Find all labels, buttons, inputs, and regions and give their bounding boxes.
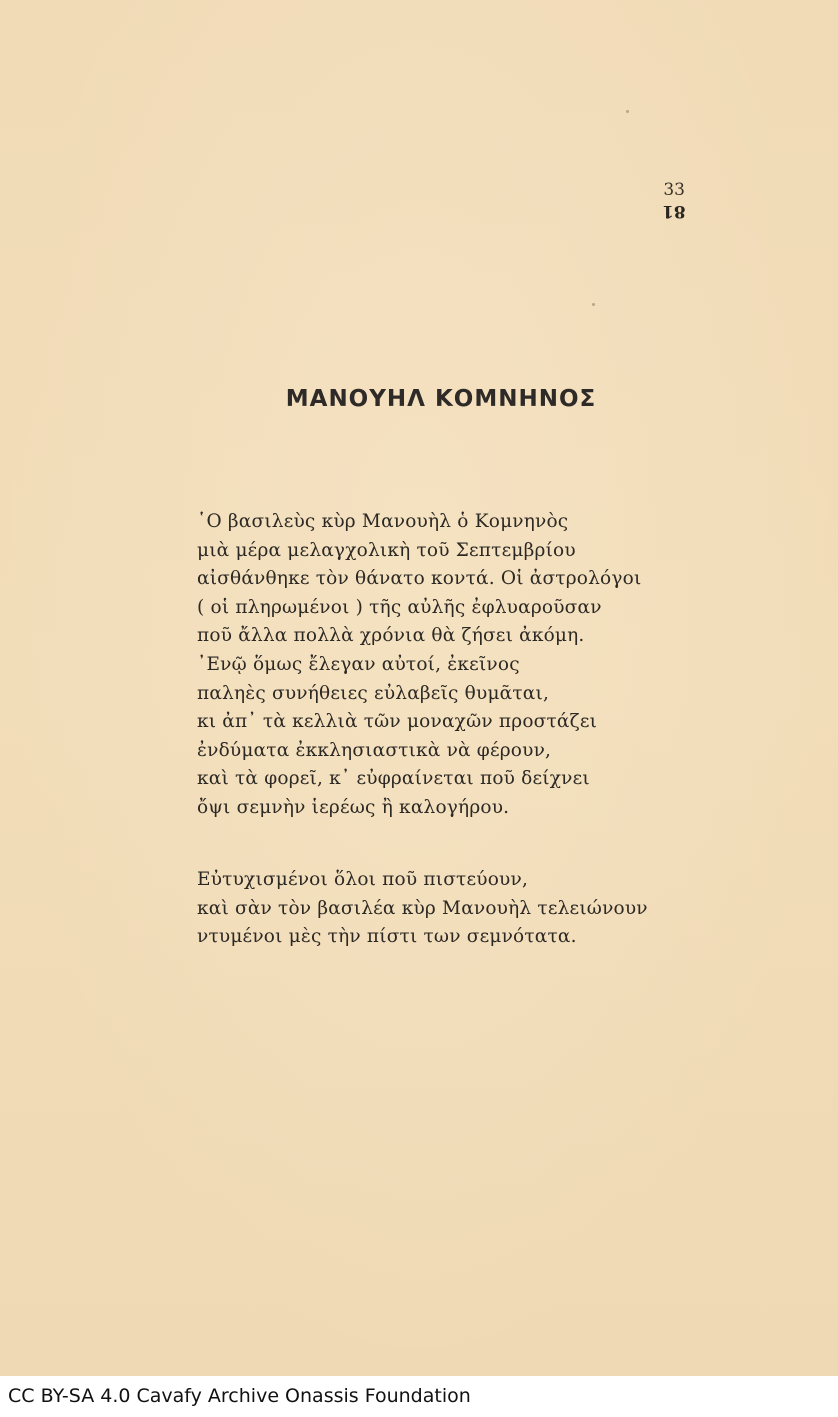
poem-line: παληὲς συνήθειες εὐλαβεῖς θυμᾶται, [197, 682, 550, 704]
printed-page-number: 33 [663, 180, 685, 200]
poem-line: μιὰ μέρα μελαγχολικὴ τοῦ Σεπτεμβρίου [197, 539, 576, 561]
paper-speck [626, 110, 629, 113]
poem-line: καὶ τὰ φορεῖ, κ᾿ εὐφραίνεται ποῦ δείχνει [197, 768, 590, 790]
poem-line: ὄψι σεμνὴν ἱερέως ἢ καλογήρου. [197, 796, 510, 818]
handwritten-page-number: 81 [662, 201, 686, 221]
poem-line: ποῦ ἄλλα πολλὰ χρόνια θὰ ζήσει ἀκόμη. [197, 625, 585, 647]
poem-line: ῾Ο βασιλεὺς κὺρ Μανουὴλ ὁ Κομνηνὸς [197, 511, 569, 532]
poem-line: ( οἱ πληρωμένοι ) τῆς αὐλῆς ἐφλυαροῦσαν [197, 596, 602, 618]
poem-title: ΜΑΝΟΥΗΛ ΚΟΜΝΗΝΟΣ [285, 386, 597, 412]
license-credit: CC BY-SA 4.0 Cavafy Archive Onassis Foundation [8, 1385, 471, 1407]
poem-line: ᾿Ενῷ ὅμως ἔλεγαν αὐτοί, ἐκεῖνος [197, 653, 520, 675]
paper-speck [592, 303, 595, 306]
poem-line: Εὐτυχισμένοι ὅλοι ποῦ πιστεύουν, [197, 869, 529, 890]
stanza-2 [197, 866, 648, 952]
page-number [662, 182, 686, 219]
credit-footer [0, 1376, 838, 1417]
poem-line: ἐνδύματα ἐκκλησιαστικὰ νὰ φέρουν, [197, 739, 552, 761]
poem-line: αἰσθάνθηκε τὸν θάνατο κοντά. Οἱ ἀστρολόγοι [197, 568, 642, 590]
poem-line: κι ἀπ᾿ τὰ κελλιὰ τῶν μοναχῶν προστάζει [197, 711, 598, 733]
poem-line: καὶ σὰν τὸν βασιλέα κὺρ Μανουὴλ τελειώνουν [197, 897, 648, 919]
poem-line: ντυμένοι μὲς τὴν πίστι των σεμνότατα. [197, 926, 577, 948]
stanza-1 [197, 508, 641, 823]
